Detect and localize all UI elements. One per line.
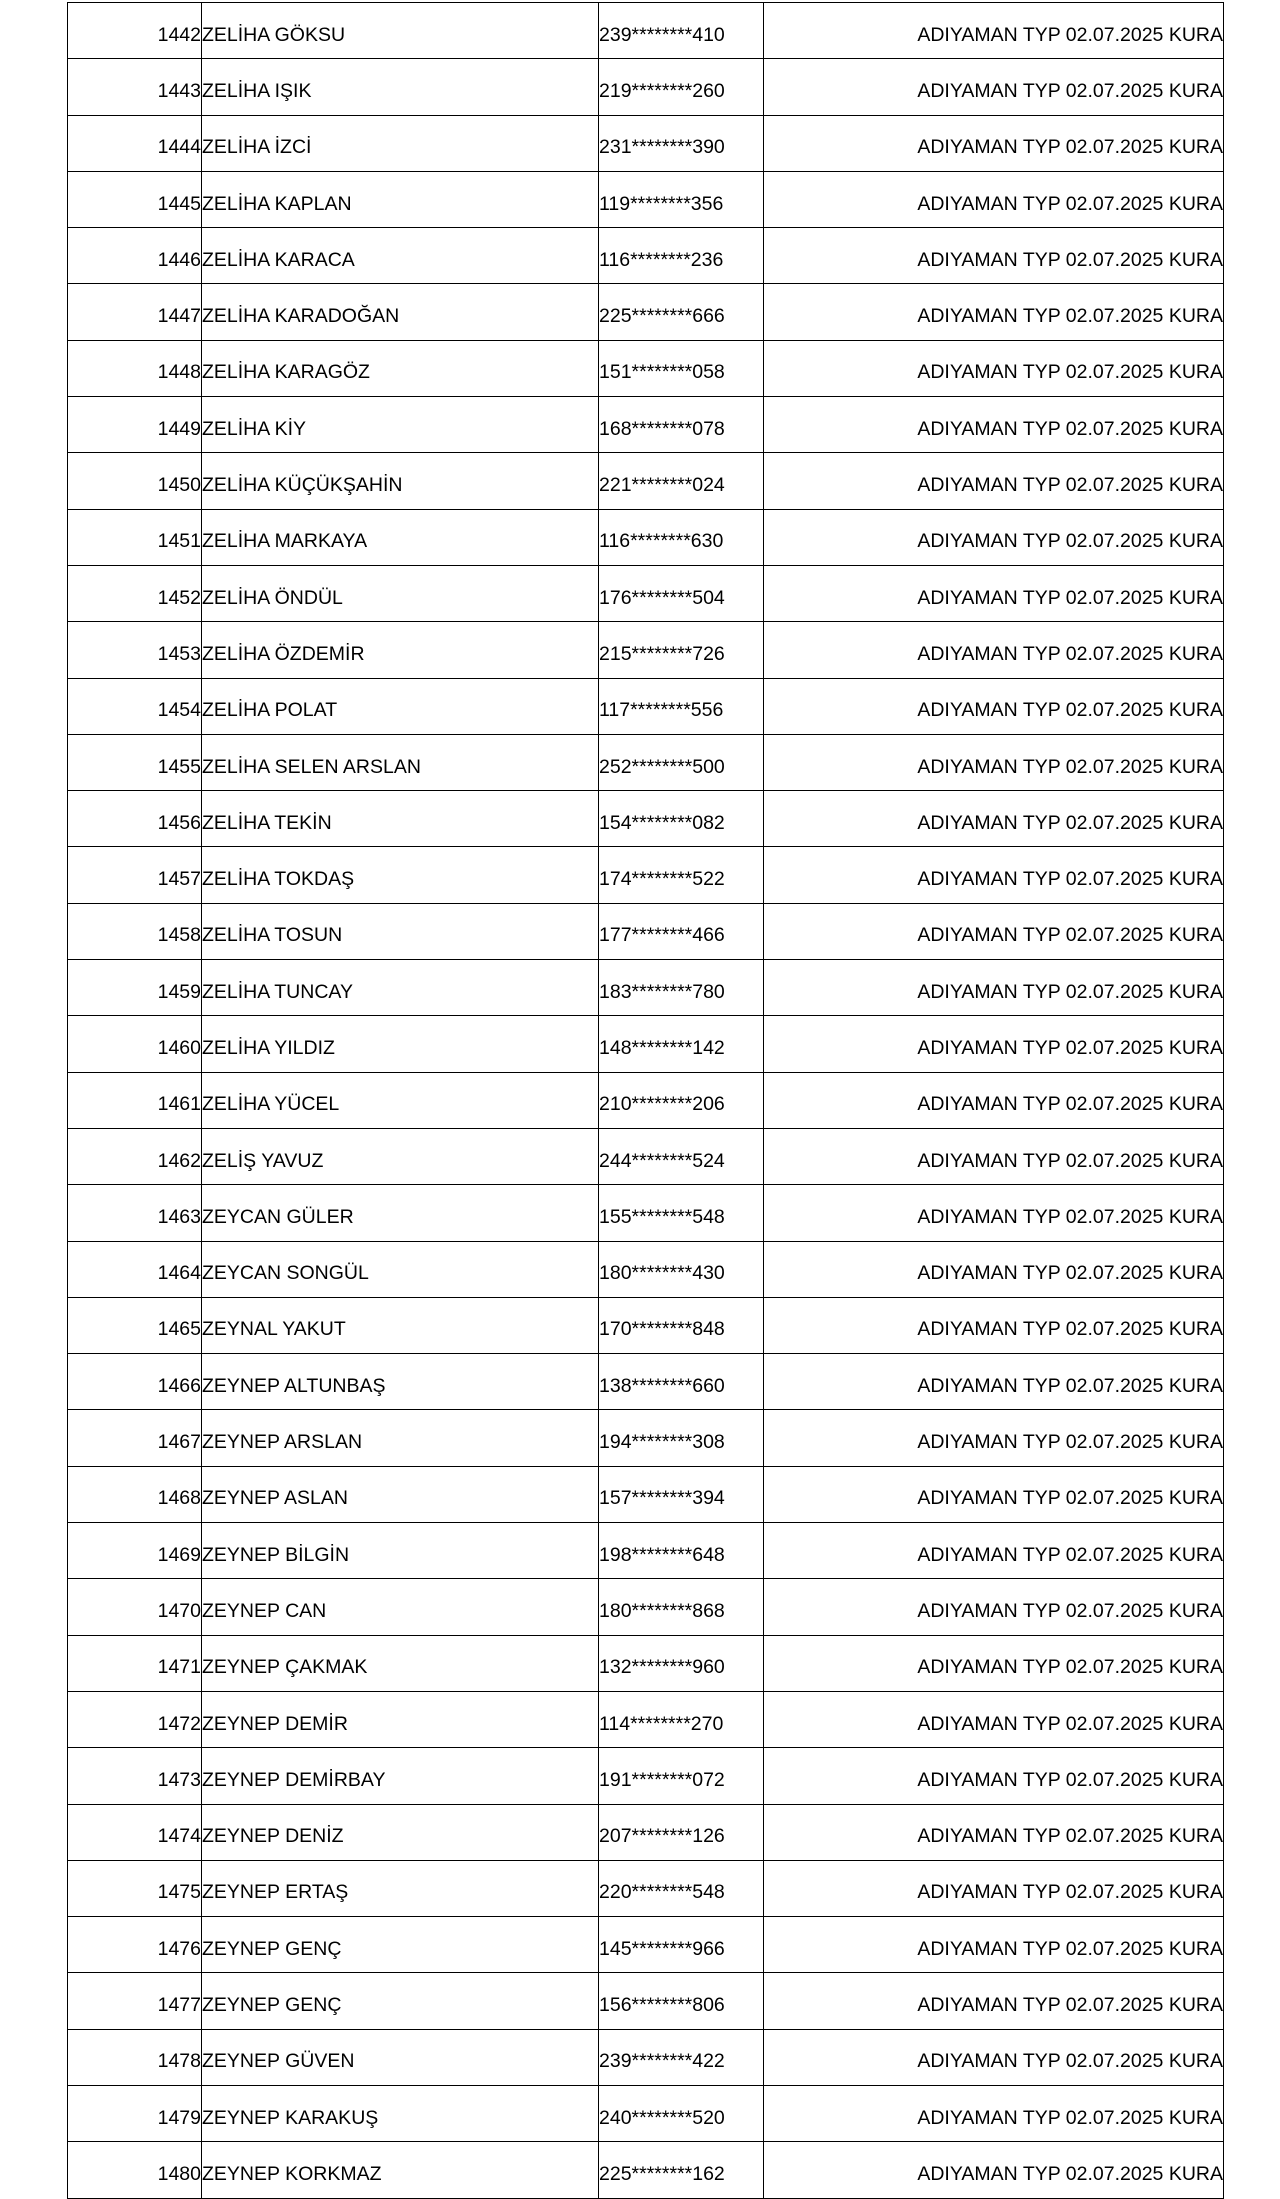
- table-row: [68, 59, 1224, 115]
- person-name: ZEYNEP BİLGİN: [202, 1523, 599, 1579]
- masked-id-number: 168********078: [599, 397, 764, 453]
- table-row: [68, 1748, 1224, 1804]
- draw-group: ADIYAMAN TYP 02.07.2025 KURA: [764, 1917, 1224, 1973]
- document-page: [67, 2, 1224, 2199]
- person-name: ZELİHA İZCİ: [202, 115, 599, 171]
- person-name: ZEYNEP ERTAŞ: [202, 1860, 599, 1916]
- table-row: [68, 1354, 1224, 1410]
- table-row: [68, 1410, 1224, 1466]
- person-name: ZELİHA SELEN ARSLAN: [202, 734, 599, 790]
- table-row: [68, 565, 1224, 621]
- row-number: 1459: [68, 960, 202, 1016]
- row-number: 1464: [68, 1241, 202, 1297]
- table-row: [68, 1016, 1224, 1072]
- person-name: ZEYNEP DEMİR: [202, 1691, 599, 1747]
- draw-group: ADIYAMAN TYP 02.07.2025 KURA: [764, 1804, 1224, 1860]
- row-number: 1476: [68, 1917, 202, 1973]
- row-number: 1470: [68, 1579, 202, 1635]
- table-row: [68, 1241, 1224, 1297]
- masked-id-number: 240********520: [599, 2085, 764, 2141]
- row-number: 1445: [68, 171, 202, 227]
- table-row: [68, 1635, 1224, 1691]
- draw-group: ADIYAMAN TYP 02.07.2025 KURA: [764, 2029, 1224, 2085]
- draw-group: ADIYAMAN TYP 02.07.2025 KURA: [764, 1410, 1224, 1466]
- table-row: [68, 3, 1224, 59]
- person-name: ZEYNAL YAKUT: [202, 1297, 599, 1353]
- kura-list-table: [67, 2, 1224, 2199]
- table-row: [68, 2085, 1224, 2141]
- row-number: 1475: [68, 1860, 202, 1916]
- table-row: [68, 115, 1224, 171]
- draw-group: ADIYAMAN TYP 02.07.2025 KURA: [764, 1635, 1224, 1691]
- row-number: 1446: [68, 228, 202, 284]
- row-number: 1467: [68, 1410, 202, 1466]
- masked-id-number: 170********848: [599, 1297, 764, 1353]
- row-number: 1480: [68, 2142, 202, 2198]
- table-row: [68, 453, 1224, 509]
- draw-group: ADIYAMAN TYP 02.07.2025 KURA: [764, 397, 1224, 453]
- draw-group: ADIYAMAN TYP 02.07.2025 KURA: [764, 1128, 1224, 1184]
- masked-id-number: 176********504: [599, 565, 764, 621]
- row-number: 1444: [68, 115, 202, 171]
- draw-group: ADIYAMAN TYP 02.07.2025 KURA: [764, 678, 1224, 734]
- draw-group: ADIYAMAN TYP 02.07.2025 KURA: [764, 3, 1224, 59]
- person-name: ZELİHA KAPLAN: [202, 171, 599, 227]
- table-row: [68, 284, 1224, 340]
- masked-id-number: 244********524: [599, 1128, 764, 1184]
- person-name: ZEYNEP KARAKUŞ: [202, 2085, 599, 2141]
- masked-id-number: 198********648: [599, 1523, 764, 1579]
- row-number: 1469: [68, 1523, 202, 1579]
- draw-group: ADIYAMAN TYP 02.07.2025 KURA: [764, 622, 1224, 678]
- draw-group: ADIYAMAN TYP 02.07.2025 KURA: [764, 340, 1224, 396]
- draw-group: ADIYAMAN TYP 02.07.2025 KURA: [764, 284, 1224, 340]
- row-number: 1457: [68, 847, 202, 903]
- masked-id-number: 117********556: [599, 678, 764, 734]
- table-row: [68, 1072, 1224, 1128]
- draw-group: ADIYAMAN TYP 02.07.2025 KURA: [764, 734, 1224, 790]
- table-row: [68, 1973, 1224, 2029]
- row-number: 1449: [68, 397, 202, 453]
- draw-group: ADIYAMAN TYP 02.07.2025 KURA: [764, 1072, 1224, 1128]
- table-row: [68, 1128, 1224, 1184]
- masked-id-number: 119********356: [599, 171, 764, 227]
- person-name: ZELİHA TUNCAY: [202, 960, 599, 1016]
- row-number: 1454: [68, 678, 202, 734]
- row-number: 1455: [68, 734, 202, 790]
- masked-id-number: 207********126: [599, 1804, 764, 1860]
- masked-id-number: 180********430: [599, 1241, 764, 1297]
- masked-id-number: 156********806: [599, 1973, 764, 2029]
- person-name: ZELİHA IŞIK: [202, 59, 599, 115]
- person-name: ZELİHA GÖKSU: [202, 3, 599, 59]
- draw-group: ADIYAMAN TYP 02.07.2025 KURA: [764, 1523, 1224, 1579]
- masked-id-number: 194********308: [599, 1410, 764, 1466]
- person-name: ZELİHA KARACA: [202, 228, 599, 284]
- table-row: [68, 1691, 1224, 1747]
- row-number: 1479: [68, 2085, 202, 2141]
- person-name: ZEYNEP CAN: [202, 1579, 599, 1635]
- row-number: 1478: [68, 2029, 202, 2085]
- masked-id-number: 221********024: [599, 453, 764, 509]
- row-number: 1462: [68, 1128, 202, 1184]
- person-name: ZEYNEP GÜVEN: [202, 2029, 599, 2085]
- table-row: [68, 509, 1224, 565]
- person-name: ZELİHA TOKDAŞ: [202, 847, 599, 903]
- person-name: ZEYNEP DENİZ: [202, 1804, 599, 1860]
- draw-group: ADIYAMAN TYP 02.07.2025 KURA: [764, 791, 1224, 847]
- table-row: [68, 397, 1224, 453]
- row-number: 1451: [68, 509, 202, 565]
- row-number: 1443: [68, 59, 202, 115]
- person-name: ZELİHA TOSUN: [202, 903, 599, 959]
- table-row: [68, 1579, 1224, 1635]
- table-row: [68, 1185, 1224, 1241]
- table-row: [68, 903, 1224, 959]
- draw-group: ADIYAMAN TYP 02.07.2025 KURA: [764, 2142, 1224, 2198]
- person-name: ZEYNEP ASLAN: [202, 1466, 599, 1522]
- draw-group: ADIYAMAN TYP 02.07.2025 KURA: [764, 1297, 1224, 1353]
- masked-id-number: 154********082: [599, 791, 764, 847]
- row-number: 1450: [68, 453, 202, 509]
- table-row: [68, 1804, 1224, 1860]
- table-row: [68, 340, 1224, 396]
- draw-group: ADIYAMAN TYP 02.07.2025 KURA: [764, 1748, 1224, 1804]
- draw-group: ADIYAMAN TYP 02.07.2025 KURA: [764, 228, 1224, 284]
- masked-id-number: 116********236: [599, 228, 764, 284]
- row-number: 1461: [68, 1072, 202, 1128]
- table-row: [68, 1860, 1224, 1916]
- person-name: ZEYNEP ALTUNBAŞ: [202, 1354, 599, 1410]
- draw-group: ADIYAMAN TYP 02.07.2025 KURA: [764, 1860, 1224, 1916]
- draw-group: ADIYAMAN TYP 02.07.2025 KURA: [764, 960, 1224, 1016]
- draw-group: ADIYAMAN TYP 02.07.2025 KURA: [764, 115, 1224, 171]
- draw-group: ADIYAMAN TYP 02.07.2025 KURA: [764, 171, 1224, 227]
- person-name: ZEYNEP GENÇ: [202, 1973, 599, 2029]
- draw-group: ADIYAMAN TYP 02.07.2025 KURA: [764, 903, 1224, 959]
- person-name: ZELİHA KİY: [202, 397, 599, 453]
- draw-group: ADIYAMAN TYP 02.07.2025 KURA: [764, 1185, 1224, 1241]
- person-name: ZEYCAN SONGÜL: [202, 1241, 599, 1297]
- row-number: 1448: [68, 340, 202, 396]
- draw-group: ADIYAMAN TYP 02.07.2025 KURA: [764, 453, 1224, 509]
- masked-id-number: 210********206: [599, 1072, 764, 1128]
- masked-id-number: 215********726: [599, 622, 764, 678]
- row-number: 1460: [68, 1016, 202, 1072]
- row-number: 1474: [68, 1804, 202, 1860]
- draw-group: ADIYAMAN TYP 02.07.2025 KURA: [764, 509, 1224, 565]
- row-number: 1456: [68, 791, 202, 847]
- person-name: ZELİHA ÖNDÜL: [202, 565, 599, 621]
- table-row: [68, 1297, 1224, 1353]
- draw-group: ADIYAMAN TYP 02.07.2025 KURA: [764, 59, 1224, 115]
- table-row: [68, 678, 1224, 734]
- table-row: [68, 2142, 1224, 2198]
- masked-id-number: 157********394: [599, 1466, 764, 1522]
- masked-id-number: 231********390: [599, 115, 764, 171]
- person-name: ZEYCAN GÜLER: [202, 1185, 599, 1241]
- masked-id-number: 148********142: [599, 1016, 764, 1072]
- person-name: ZELİHA ÖZDEMİR: [202, 622, 599, 678]
- row-number: 1442: [68, 3, 202, 59]
- masked-id-number: 151********058: [599, 340, 764, 396]
- draw-group: ADIYAMAN TYP 02.07.2025 KURA: [764, 1354, 1224, 1410]
- masked-id-number: 252********500: [599, 734, 764, 790]
- table-row: [68, 228, 1224, 284]
- person-name: ZELİHA YÜCEL: [202, 1072, 599, 1128]
- row-number: 1458: [68, 903, 202, 959]
- table-row: [68, 734, 1224, 790]
- masked-id-number: 183********780: [599, 960, 764, 1016]
- draw-group: ADIYAMAN TYP 02.07.2025 KURA: [764, 565, 1224, 621]
- row-number: 1468: [68, 1466, 202, 1522]
- table-row: [68, 1466, 1224, 1522]
- masked-id-number: 191********072: [599, 1748, 764, 1804]
- masked-id-number: 220********548: [599, 1860, 764, 1916]
- row-number: 1472: [68, 1691, 202, 1747]
- row-number: 1453: [68, 622, 202, 678]
- masked-id-number: 114********270: [599, 1691, 764, 1747]
- person-name: ZEYNEP KORKMAZ: [202, 2142, 599, 2198]
- row-number: 1465: [68, 1297, 202, 1353]
- row-number: 1452: [68, 565, 202, 621]
- masked-id-number: 225********162: [599, 2142, 764, 2198]
- row-number: 1463: [68, 1185, 202, 1241]
- table-row: [68, 171, 1224, 227]
- draw-group: ADIYAMAN TYP 02.07.2025 KURA: [764, 2085, 1224, 2141]
- masked-id-number: 219********260: [599, 59, 764, 115]
- row-number: 1447: [68, 284, 202, 340]
- person-name: ZEYNEP ARSLAN: [202, 1410, 599, 1466]
- draw-group: ADIYAMAN TYP 02.07.2025 KURA: [764, 1691, 1224, 1747]
- masked-id-number: 174********522: [599, 847, 764, 903]
- person-name: ZEYNEP DEMİRBAY: [202, 1748, 599, 1804]
- person-name: ZELİHA KARADOĞAN: [202, 284, 599, 340]
- table-row: [68, 847, 1224, 903]
- masked-id-number: 116********630: [599, 509, 764, 565]
- table-body: [68, 3, 1224, 2199]
- draw-group: ADIYAMAN TYP 02.07.2025 KURA: [764, 1016, 1224, 1072]
- draw-group: ADIYAMAN TYP 02.07.2025 KURA: [764, 847, 1224, 903]
- row-number: 1477: [68, 1973, 202, 2029]
- table-row: [68, 1917, 1224, 1973]
- masked-id-number: 155********548: [599, 1185, 764, 1241]
- person-name: ZEYNEP ÇAKMAK: [202, 1635, 599, 1691]
- person-name: ZELİHA KÜÇÜKŞAHİN: [202, 453, 599, 509]
- masked-id-number: 239********422: [599, 2029, 764, 2085]
- masked-id-number: 177********466: [599, 903, 764, 959]
- person-name: ZELİHA TEKİN: [202, 791, 599, 847]
- table-row: [68, 960, 1224, 1016]
- row-number: 1466: [68, 1354, 202, 1410]
- draw-group: ADIYAMAN TYP 02.07.2025 KURA: [764, 1241, 1224, 1297]
- masked-id-number: 180********868: [599, 1579, 764, 1635]
- draw-group: ADIYAMAN TYP 02.07.2025 KURA: [764, 1579, 1224, 1635]
- masked-id-number: 145********966: [599, 1917, 764, 1973]
- table-row: [68, 791, 1224, 847]
- person-name: ZEYNEP GENÇ: [202, 1917, 599, 1973]
- masked-id-number: 132********960: [599, 1635, 764, 1691]
- draw-group: ADIYAMAN TYP 02.07.2025 KURA: [764, 1466, 1224, 1522]
- row-number: 1471: [68, 1635, 202, 1691]
- draw-group: ADIYAMAN TYP 02.07.2025 KURA: [764, 1973, 1224, 2029]
- person-name: ZELİHA YILDIZ: [202, 1016, 599, 1072]
- row-number: 1473: [68, 1748, 202, 1804]
- masked-id-number: 138********660: [599, 1354, 764, 1410]
- person-name: ZELİHA KARAGÖZ: [202, 340, 599, 396]
- person-name: ZELİHA MARKAYA: [202, 509, 599, 565]
- table-row: [68, 1523, 1224, 1579]
- masked-id-number: 239********410: [599, 3, 764, 59]
- person-name: ZELİHA POLAT: [202, 678, 599, 734]
- masked-id-number: 225********666: [599, 284, 764, 340]
- table-row: [68, 622, 1224, 678]
- table-row: [68, 2029, 1224, 2085]
- person-name: ZELİŞ YAVUZ: [202, 1128, 599, 1184]
